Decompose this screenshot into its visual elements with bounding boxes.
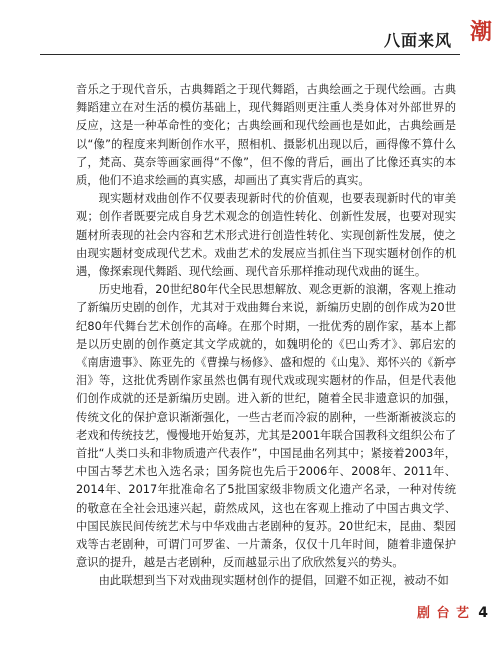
magazine-footer-logo: 剧 台 艺 xyxy=(416,606,470,621)
body-paragraph: 历史地看，20世纪80年代全民思想解放、观念更新的浪潮，客观上推动了新编历史剧的创作，尤其对于戏曲舞台来说，新编历史剧的创作成为20世纪80年代舞台艺术创作的高峰。在那个时期，一批优秀的剧作家，基本上都是以历史剧的创作奠定其文学成就的，如魏明伦的《巴山秀才》、郭启宏的《南唐遗事》、陈亚先的《曹操与杨修》、盛和煜的《山鬼》、郑怀兴的《新亭泪》等，这批优秀剧作家虽然也偶有现代戏或现实题材的作品，但是代表他们创作成就的还是新编历史剧。进入新的世纪，随着全民非遗意识的加强，传统文化的保护意识渐渐强化，一些古老而冷寂的剧种，一些渐渐被淡忘的老戏和传统技艺，慢慢地开始复苏，尤其是2001年联合国教科文组织公布了首批“人类口头和非物质遗产代表作”，中国昆曲名列其中；紧接着2003年，中国古琴艺术也入选名录；国务院也先后于2006年、2008年、2011年、2014年、2017年批准命名了5批国家级非物质文化遗产名录，一种对传统的敬意在全社会迅速兴起，蔚然成风，这也在客观上推动了中国古典文学、中国民族民间传统艺术与中华戏曲古老剧种的复苏。20世纪末，昆曲、梨园戏等古老剧种，可谓门可罗雀、一片萧条，仅仅十几年时间，随着非遗保护意识的提升，越是古老剧种，反而越显示出了欣欣然复兴的势头。 xyxy=(76,283,456,570)
page-number: 4 xyxy=(478,605,488,621)
header-divider xyxy=(40,54,460,55)
section-title: 八面来风 xyxy=(383,31,452,50)
body-paragraph: 音乐之于现代音乐，古典舞蹈之于现代舞蹈，古典绘画之于现代绘画。古典舞蹈建立在对生活的模仿基础上，现代舞蹈则更注重人类身体对外部世界的反应，这是一种革命性的变化；古典绘画和现代绘画也是如此，古典绘画是以“像”的程度来判断创作水平，照相机、摄影机出现以后，画得像不算什么了，梵高、莫奈等画家画得“不像”，但不像的背后，画出了比像还真实的本质，他们不追求绘画的真实感，却画出了真实背后的真实。 xyxy=(76,83,456,188)
magazine-logo: 潮 xyxy=(469,20,492,45)
article-body xyxy=(76,81,456,591)
body-paragraph: 由此联想到当下对戏曲现实题材创作的提倡，回避不如正视，被动不如 xyxy=(98,574,449,588)
body-paragraph: 现实题材戏曲创作不仅要表现新时代的价值观，也要表现新时代的审美观；创作者既要完成自身艺术观念的创造性转化、创新性发展，也要对现实题材所表现的社会内容和艺术形式进行创造性转化、实现创新性发展，使之由现实题材变成现代艺术。戏曲艺术的发展应当抓住当下现实题材创作的机遇，像探索现代舞蹈、现代绘画、现代音乐那样推动现代戏曲的诞生。 xyxy=(76,192,456,279)
